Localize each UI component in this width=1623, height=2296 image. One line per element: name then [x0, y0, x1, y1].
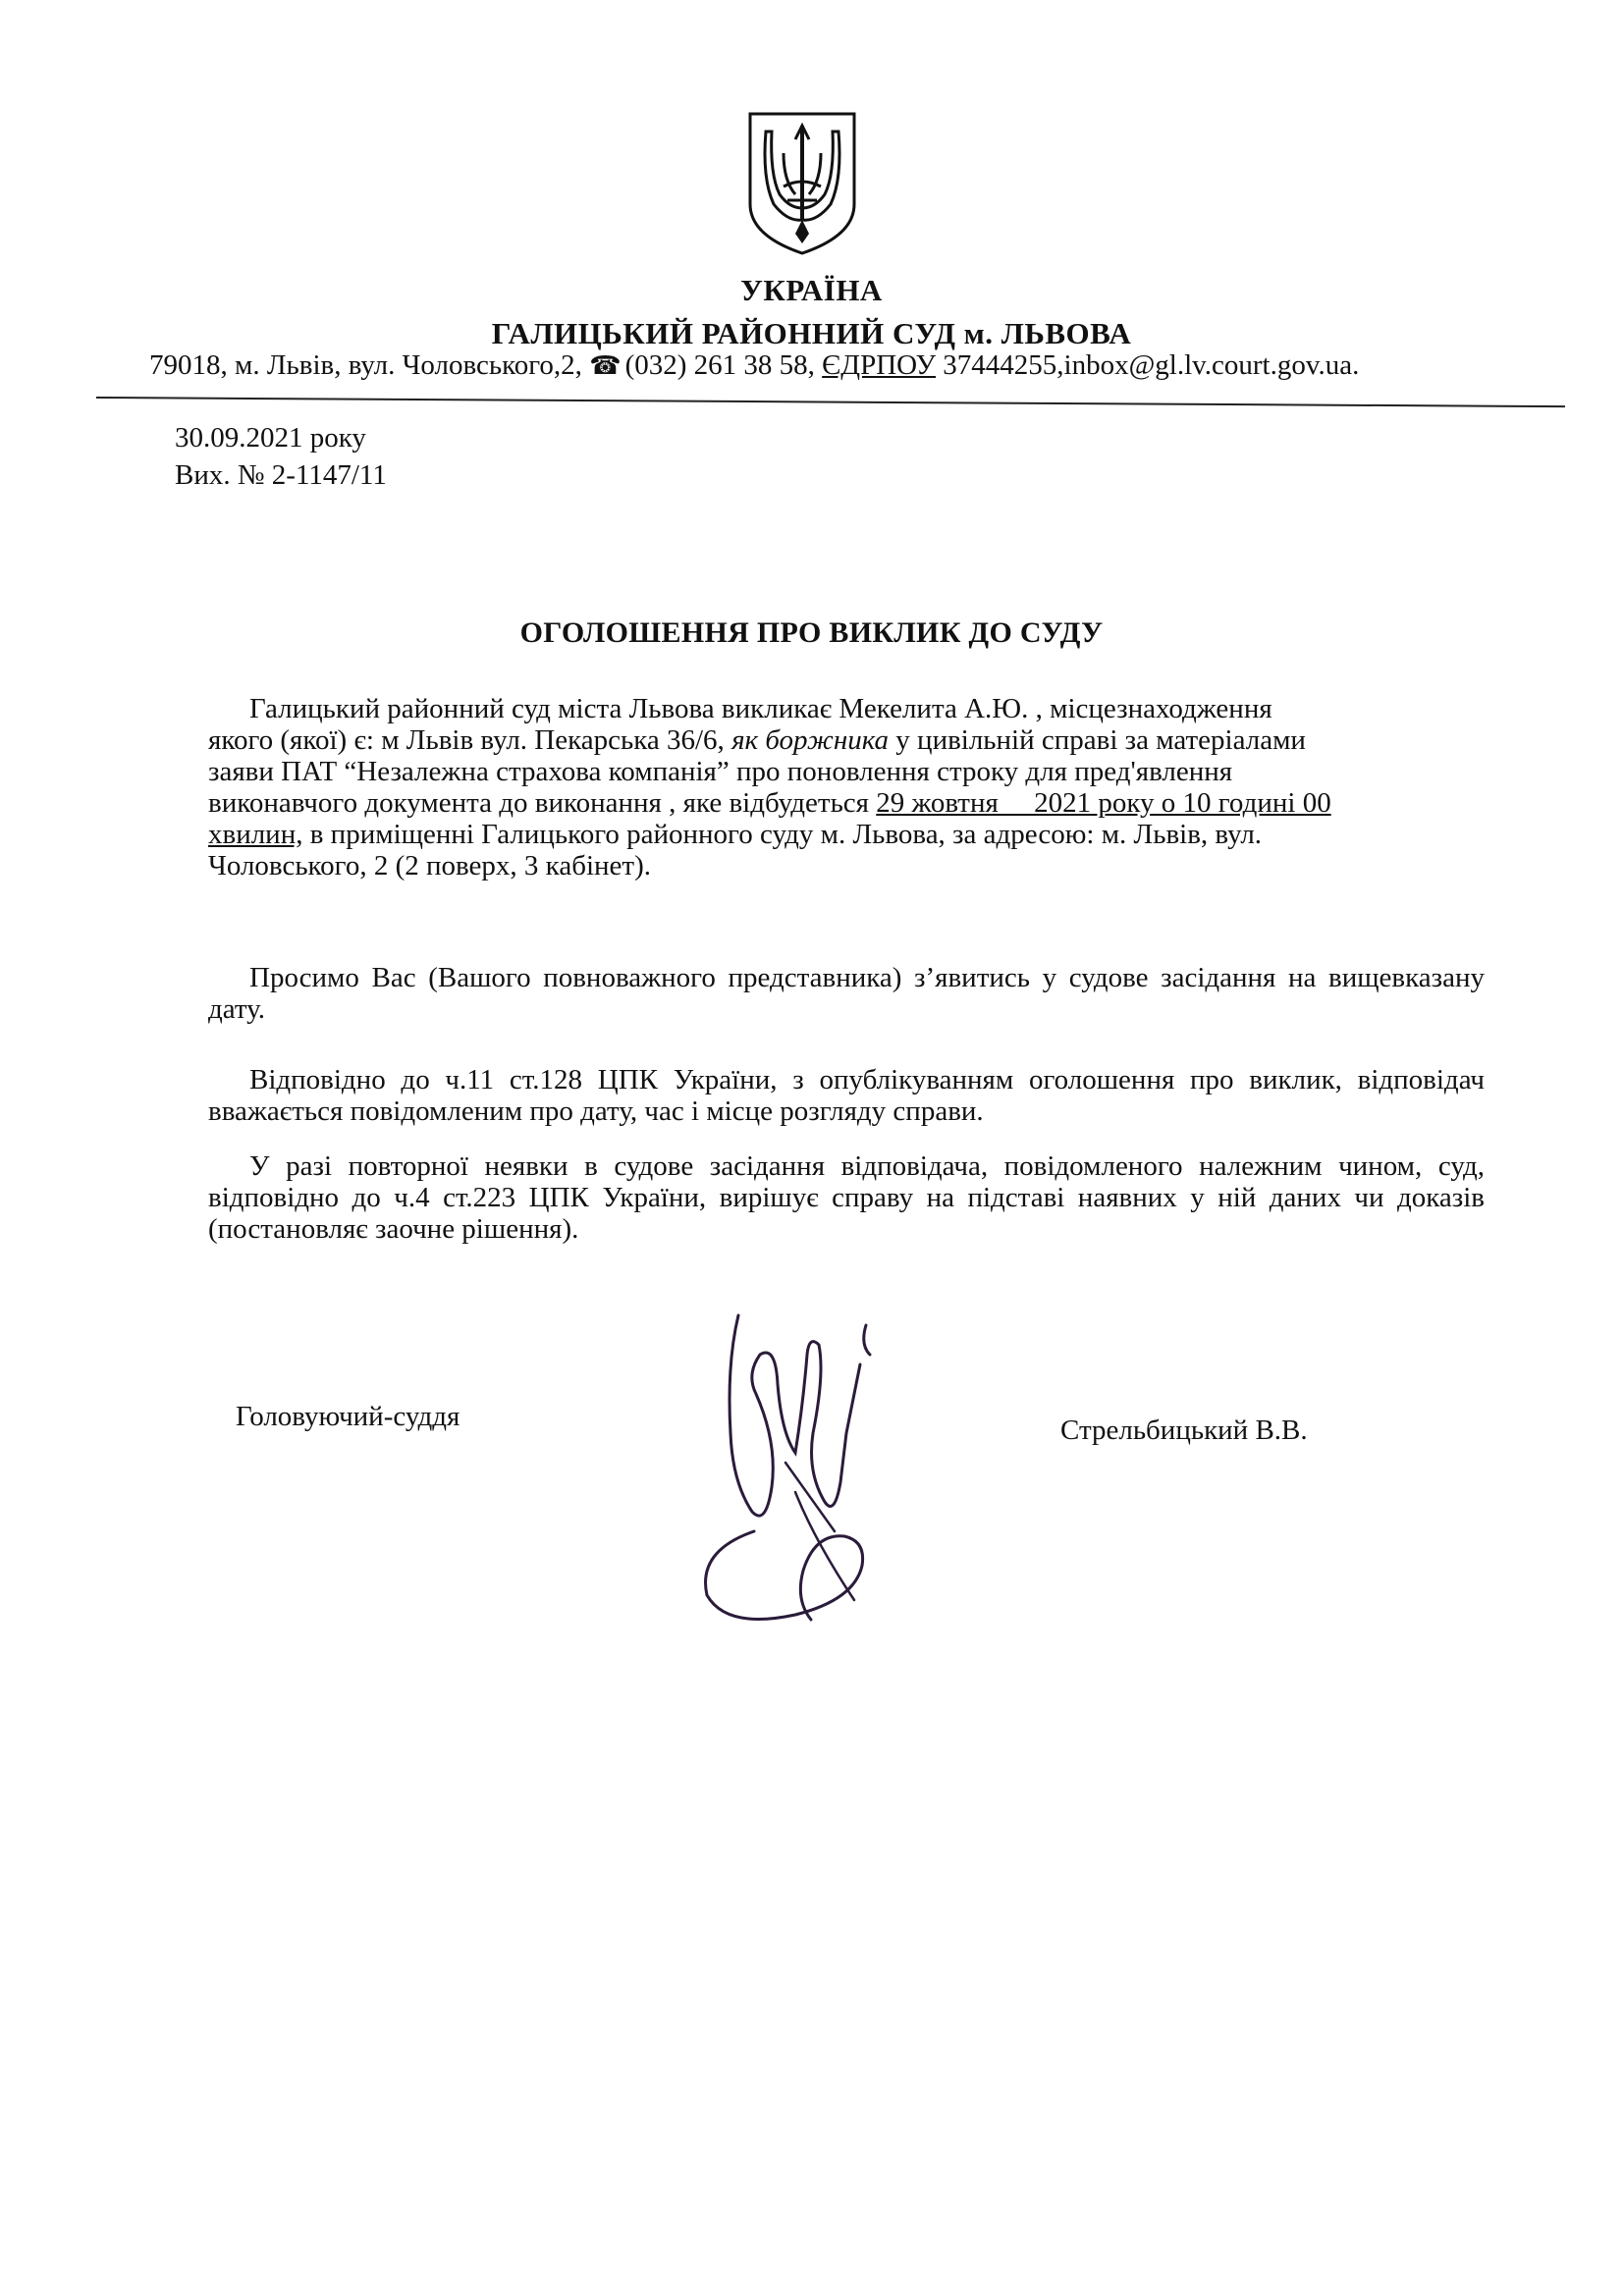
notice-text: Відповідно до ч.11 ст.128 ЦПК України, з опублікуванням оголошення про виклик, відповідач вважається повідомленим про дату, час і місце розгляду справи. — [208, 1064, 1485, 1127]
hearing-minutes: хвилин, — [208, 819, 303, 850]
signatory-name: Стрельбицький В.В. — [1060, 1415, 1308, 1446]
request-text: Просимо Вас (Вашого повноважного представника) з’явитись у судове засідання на вищевказану дату. — [208, 962, 1485, 1025]
trident-coat-of-arms-icon — [744, 110, 860, 257]
p1-line-5 — [208, 819, 1485, 850]
p1-line-2-text: якого (якої) є: м Львів вул. Пекарська 36/6, — [208, 724, 725, 756]
edrpou-label: ЄДРПОУ — [822, 349, 937, 381]
handwritten-signature — [687, 1286, 903, 1629]
p1-line-3: заяви ПАТ “Незалежна страхова компанія” про поновлення строку для пред'явлення — [208, 756, 1233, 787]
summons-paragraph — [208, 693, 1485, 881]
p1-line-2 — [208, 724, 1485, 756]
signatory-role: Головуючий-суддя — [236, 1401, 460, 1432]
default-judgment-text: У разі повторної неявки в судове засідання відповідача, повідомленого належним чином, суд, відповідно до ч.4 ст.223 ЦПК України, вирішує справу на підставі наявних у ній даних чи доказів (постановляє заочне рішення). — [208, 1150, 1485, 1245]
debtor-role: як боржника — [731, 724, 890, 756]
telephone-icon: ☎ — [589, 351, 622, 380]
outgoing-number: Вих. № 2-1147/11 — [175, 459, 387, 491]
p1-line-4-text: виконавчого документа до виконання , яке відбудеться — [208, 787, 870, 819]
p1-line-6: Чоловського, 2 (2 поверх, 3 кабінет). — [208, 850, 651, 881]
p1-line-1: Галицький районний суд міста Львова викликає Мекелита А.Ю. , місцезнаходження — [249, 693, 1272, 724]
header-divider — [96, 397, 1565, 407]
hearing-date: 29 жовтня 2021 року о 10 годині 00 — [876, 787, 1331, 819]
court-name-heading: ГАЛИЦЬКИЙ РАЙОННИЙ СУД м. ЛЬВОВА — [491, 316, 1132, 350]
court-contact-line — [149, 349, 1359, 382]
court-phone: (032) 261 38 58, — [624, 349, 815, 381]
p1-line-4 — [208, 787, 1485, 819]
court-address: 79018, м. Львів, вул. Чоловського,2, — [149, 349, 582, 381]
edrpou-and-email: 37444255,inbox@gl.lv.court.gov.ua. — [943, 349, 1360, 381]
country-heading: УКРАЇНА — [740, 273, 883, 307]
document-title: ОГОЛОШЕННЯ ПРО ВИКЛИК ДО СУДУ — [519, 616, 1104, 649]
p1-line-5-rest: в приміщенні Галицького районного суду м. Львова, за адресою: м. Львів, вул. — [309, 819, 1263, 850]
p1-line-2-rest: у цивільній справі за матеріалами — [895, 724, 1306, 756]
default-judgment-paragraph — [208, 1150, 1485, 1245]
request-paragraph — [208, 962, 1485, 1025]
document-date: 30.09.2021 року — [175, 422, 366, 454]
notice-paragraph — [208, 1064, 1485, 1127]
